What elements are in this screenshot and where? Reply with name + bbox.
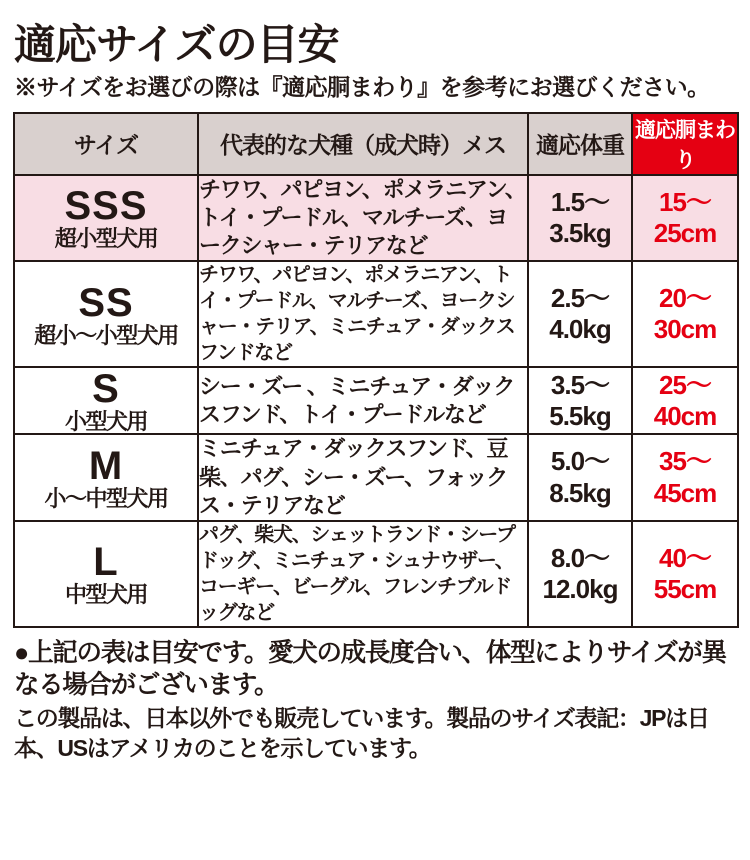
- girth-from: 40〜: [659, 542, 711, 573]
- cell-girth: [632, 367, 738, 434]
- header-breed: 代表的な犬種（成犬時）メス: [198, 113, 528, 175]
- size-letter: M: [88, 444, 124, 489]
- cell-breed: ミニチュア・ダックスフンド、豆柴、パグ、シー・ズー、フォックス・テリアなど: [198, 434, 528, 520]
- cell-weight: [528, 521, 632, 627]
- size-guide-table: [13, 112, 739, 628]
- weight-to: 3.5kg: [549, 218, 611, 249]
- header-size: サイズ: [14, 113, 198, 175]
- girth-from: 15〜: [659, 186, 711, 217]
- header-weight: 適応体重: [528, 113, 632, 175]
- cell-size: [14, 175, 198, 261]
- cell-breed: チワワ、パピヨン、ポメラニアン、トイ・プードル、マルチーズ、ヨークシャー・テリアなど: [198, 175, 528, 261]
- cell-size: [14, 521, 198, 627]
- weight-from: 8.0〜: [550, 542, 610, 573]
- note-line-2: この製品は、日本以外でも販売しています。製品のサイズ表記：JPは日本、USはアメリカのことを示しています。: [14, 705, 709, 761]
- size-note: 超小〜小型犬用: [34, 322, 178, 348]
- weight-from: 5.0〜: [550, 446, 610, 477]
- size-letter: L: [93, 540, 119, 585]
- size-note: 小型犬用: [64, 409, 147, 435]
- note-line-1: ●上記の表は目安です。愛犬の成長度合い、体型によりサイズが異なる場合がございます。: [14, 638, 726, 700]
- page-title: 適応サイズの目安: [14, 21, 339, 68]
- cell-size: [14, 261, 198, 367]
- weight-from: 1.5〜: [550, 186, 610, 217]
- notes-block: [14, 637, 736, 764]
- cell-weight: [528, 434, 632, 520]
- cell-breed: シー・ズー 、ミニチュア・ダックスフンド、トイ・プードルなど: [198, 367, 528, 434]
- weight-to: 5.5kg: [549, 400, 611, 431]
- cell-weight: [528, 261, 632, 367]
- cell-girth: [632, 175, 738, 261]
- table-row: [14, 175, 738, 261]
- cell-breed: チワワ、パピヨン、ポメラニアン、トイ・プードル、マルチーズ、ヨークシャー・テリア、ミニチュア・ダックスフンドなど: [198, 261, 528, 367]
- page-subtitle: ※サイズをお選びの際は『適応胴まわり』を参考にお選びください。: [14, 74, 710, 101]
- girth-to: 45cm: [653, 477, 717, 508]
- girth-to: 55cm: [653, 573, 717, 604]
- header-girth: 適応胴まわり: [632, 113, 738, 175]
- girth-to: 25cm: [653, 218, 717, 249]
- weight-from: 3.5〜: [550, 369, 610, 400]
- table-row: [14, 521, 738, 627]
- cell-weight: [528, 367, 632, 434]
- weight-to: 8.5kg: [549, 477, 611, 508]
- cell-size: [14, 434, 198, 520]
- cell-girth: [632, 261, 738, 367]
- cell-girth: [632, 521, 738, 627]
- cell-breed: パグ、柴犬、シェットランド・シープドッグ、ミニチュア・シュナウザー、コーギー、ビーグル、フレンチブルドッグなど: [198, 521, 528, 627]
- table-row: [14, 261, 738, 367]
- size-note: 小〜中型犬用: [44, 486, 168, 512]
- girth-from: 25〜: [659, 369, 711, 400]
- table-row: [14, 367, 738, 434]
- size-note: 中型犬用: [64, 582, 147, 608]
- size-letter: S: [92, 367, 120, 412]
- girth-to: 40cm: [653, 400, 717, 431]
- table-header-row: [14, 113, 738, 175]
- table-row: [14, 434, 738, 520]
- cell-weight: [528, 175, 632, 261]
- size-note: 超小型犬用: [54, 226, 158, 252]
- girth-from: 35〜: [659, 446, 711, 477]
- cell-girth: [632, 434, 738, 520]
- girth-from: 20〜: [659, 283, 711, 314]
- weight-to: 12.0kg: [542, 573, 618, 604]
- size-letter: SS: [78, 280, 134, 325]
- cell-size: [14, 367, 198, 434]
- weight-from: 2.5〜: [550, 283, 610, 314]
- weight-to: 4.0kg: [549, 314, 611, 345]
- girth-to: 30cm: [653, 314, 717, 345]
- size-letter: SSS: [64, 184, 148, 229]
